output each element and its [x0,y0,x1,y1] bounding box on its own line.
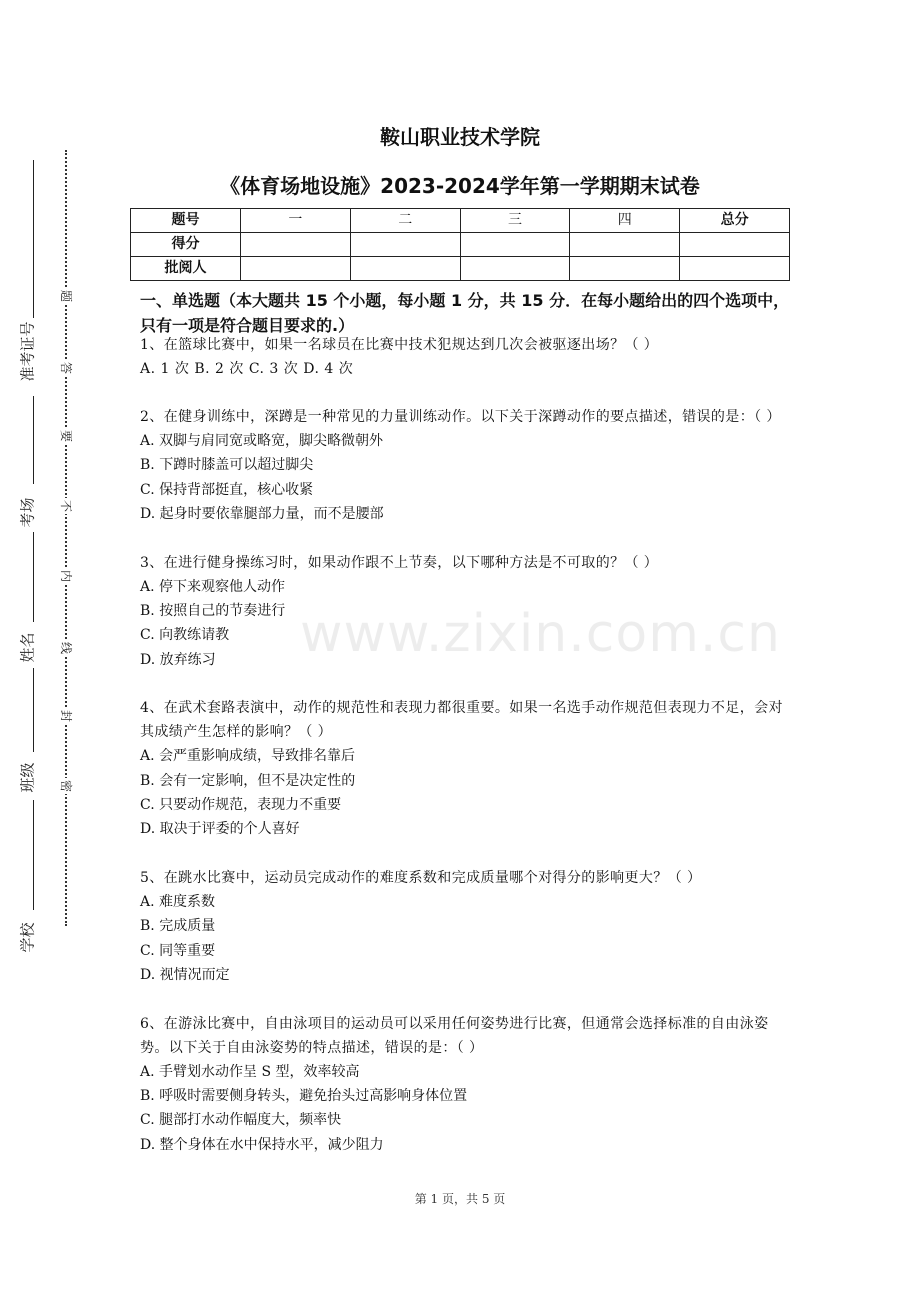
class-line [33,668,34,752]
option-c: C. 向教练请教 [140,627,230,644]
score-table [130,208,790,281]
table-cell: 四 [570,209,680,233]
reviewer-cell [350,257,460,281]
seal-char: 线 [59,641,73,654]
question-stem: 2、在健身训练中，深蹲是一种常见的力量训练动作。以下关于深蹲动作的要点描述，错误的是：（ ） [140,409,781,425]
option-c: C. 保持背部挺直，核心收紧 [140,481,314,498]
question-list [140,333,790,1181]
score-cell [460,233,570,257]
option-a: A. 会严重影响成绩，导致排名靠后 [140,748,356,765]
reviewer-row [131,257,790,281]
school-line [33,800,34,910]
exam-number-label: 准考证号 [18,321,37,382]
option-a: A. 难度系数 [140,893,216,910]
seal-char: 封 [59,709,73,722]
question-stem: 4、在武术套路表演中，动作的规范性和表现力都很重要。如果一名选手动作规范但表现力不足，会对其成绩产生怎样的影响？（ ） [140,700,783,741]
name-line [33,532,34,622]
option-d: D. 放弃练习 [140,651,216,668]
section-heading: 一、单选题（本大题共 15 个小题，每小题 1 分，共 15 分．在每小题给出的四个选项中，只有一项是符合题目要求的.） [140,291,790,335]
school-label: 学校 [18,922,37,953]
table-cell: 二 [350,209,460,233]
seal-char: 答 [59,361,73,374]
reviewer-cell [680,257,790,281]
score-row [131,233,790,257]
question-stem: 3、在进行健身操练习时，如果动作跟不上节奏，以下哪种方法是不可取的？（ ） [140,554,659,571]
table-cell: 得分 [131,233,241,257]
question-stem: 5、在跳水比赛中，运动员完成动作的难度系数和完成质量哪个对得分的影响更大？（ ） [140,869,702,886]
seal-char: 内 [59,569,73,582]
option-a: A. 手臂划水动作呈 S 型，效率较高 [140,1063,360,1080]
class-label: 班级 [18,762,37,793]
score-table-header-row [131,209,790,233]
option-c: C. 同等重要 [140,942,216,959]
exam-room-label: 考场 [18,497,37,528]
score-cell [241,233,351,257]
name-label: 姓名 [18,632,37,663]
table-cell: 总分 [680,209,790,233]
option-c: C. 只要动作规范，表现力不重要 [140,797,342,814]
option-b: B. 会有一定影响，但不是决定性的 [140,772,356,789]
option-d: D. 取决于评委的个人喜好 [140,821,300,838]
page-footer: 第 1 页，共 5 页 [414,1192,506,1206]
school-name: 鞍山职业技术学院 [380,125,540,149]
option-d: D. 视情况而定 [140,967,230,984]
score-cell [680,233,790,257]
watermark: www.zixin.com.cn [300,604,781,664]
seal-char: 题 [59,289,73,302]
option-c: C. 腿部打水动作幅度大，频率快 [140,1112,342,1129]
option-b: B. 呼吸时需要侧身转头，避免抬头过高影响身体位置 [140,1087,468,1104]
exam-room-line [33,396,34,484]
option-b: B. 下蹲时膝盖可以超过脚尖 [140,457,314,474]
score-cell [570,233,680,257]
reviewer-cell [570,257,680,281]
seal-dotted-line [65,150,67,926]
exam-title: 《体育场地设施》2023-2024学年第一学期期末试卷 [220,174,700,198]
option-a: A. 双脚与肩同宽或略宽，脚尖略微朝外 [140,433,384,449]
question-options: A. 1 次 B. 2 次 C. 3 次 D. 4 次 [140,361,354,377]
question-2 [140,405,790,527]
option-b: B. 完成质量 [140,918,216,935]
score-cell [350,233,460,257]
question-5 [140,866,790,988]
question-6 [140,1012,790,1158]
option-d: D. 起身时要依靠腿部力量，而不是腰部 [140,506,384,523]
seal-char: 不 [59,499,73,512]
table-cell: 批阅人 [131,257,241,281]
question-stem: 6、在游泳比赛中，自由泳项目的运动员可以采用任何姿势进行比赛，但通常会选择标准的自由泳姿势。以下关于自由泳姿势的特点描述，错误的是：（ ） [140,1015,769,1056]
seal-char: 密 [59,779,73,792]
table-cell: 题号 [131,209,241,233]
question-3 [140,551,790,673]
question-stem: 1、在篮球比赛中，如果一名球员在比赛中技术犯规达到几次会被驱逐出场？（ ） [140,337,659,353]
reviewer-cell [460,257,570,281]
question-1 [140,333,790,381]
table-cell: 一 [241,209,351,233]
reviewer-cell [241,257,351,281]
seal-char: 要 [59,429,73,442]
table-cell: 三 [460,209,570,233]
option-a: A. 停下来观察他人动作 [140,578,286,595]
option-d: D. 整个身体在水中保持水平，减少阻力 [140,1136,384,1153]
question-4 [140,696,790,842]
option-b: B. 按照自己的节奏进行 [140,603,286,620]
